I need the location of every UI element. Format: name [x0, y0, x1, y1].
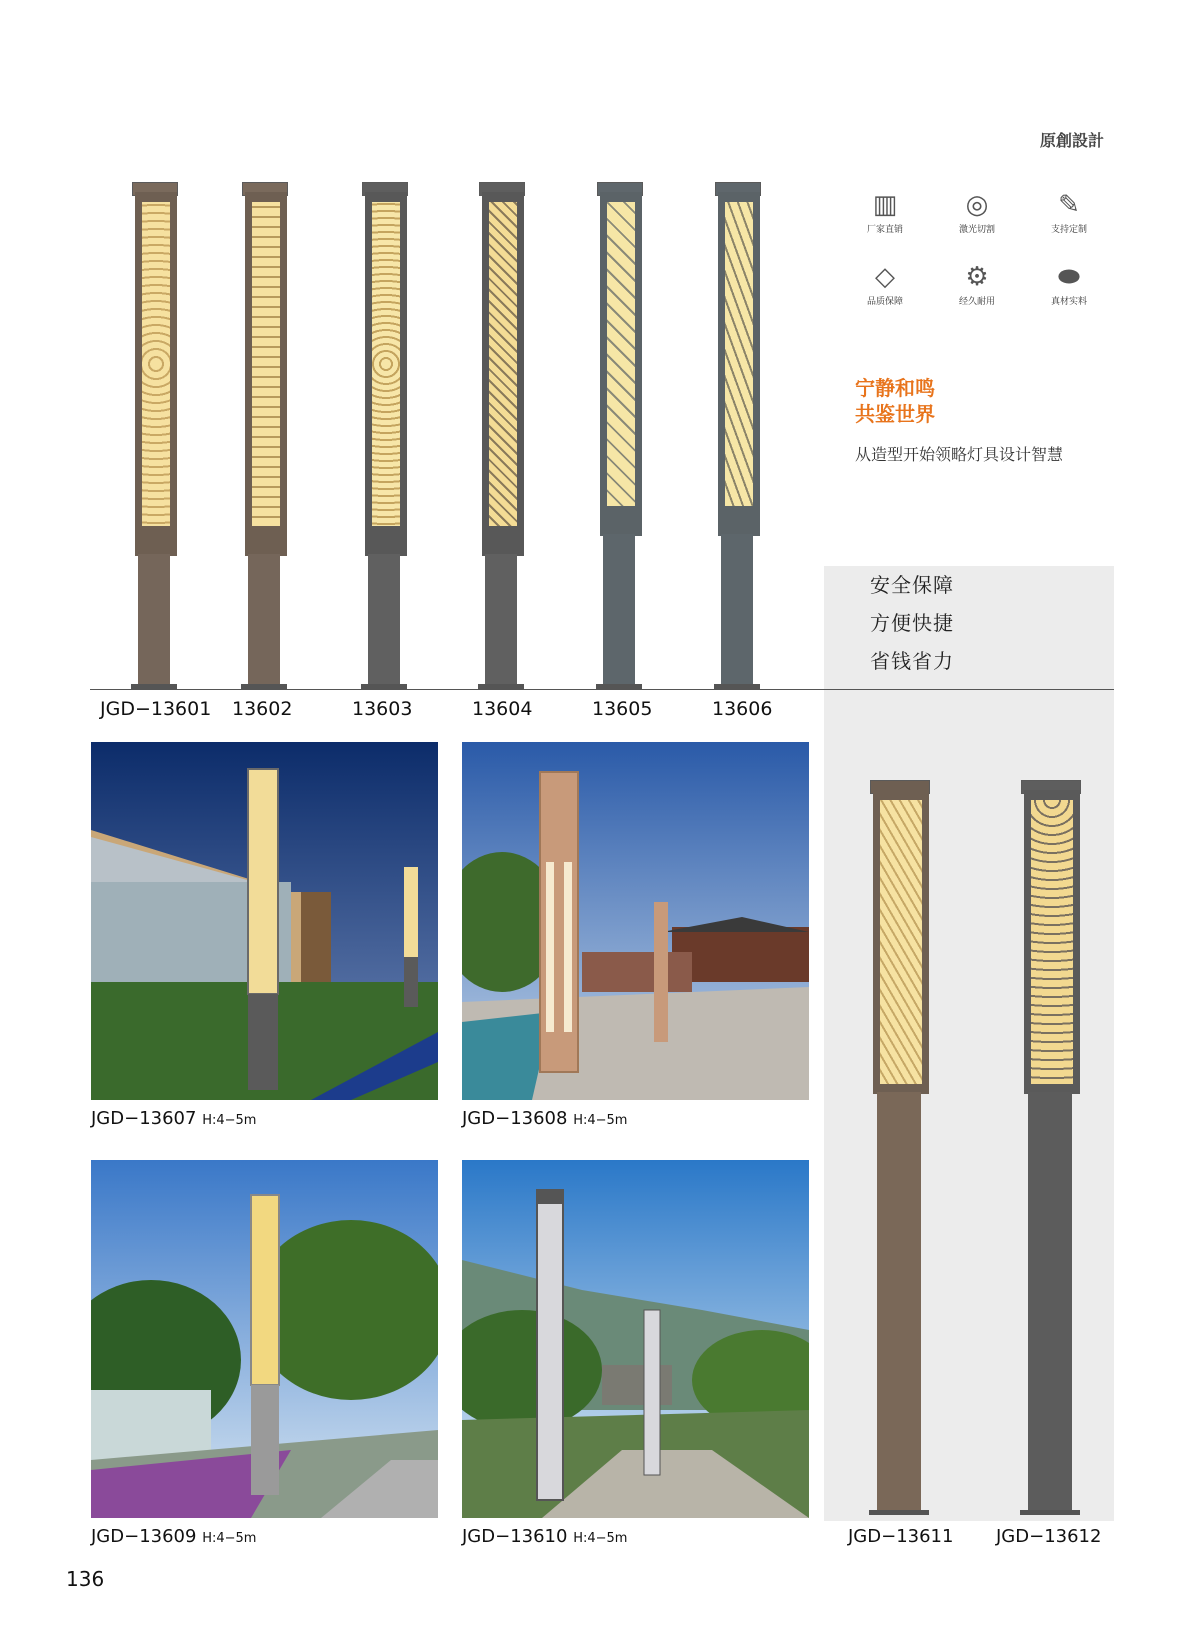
building-icon: ▥: [872, 190, 898, 220]
lamp-pole-13601: [135, 182, 173, 690]
model-label: 13602: [232, 698, 293, 720]
lamp-pole-13612: [1024, 780, 1076, 1520]
feature-icon-quality: ◇ 品质保障: [840, 262, 930, 307]
model-label: JGD−13612: [996, 1526, 1102, 1547]
feature-text: 省钱省力: [870, 649, 954, 673]
feature-icon-custom: ✎ 支持定制: [1024, 190, 1114, 235]
feature-icon-durable: ⚙ 经久耐用: [932, 262, 1022, 307]
feature-icon-laser: ◎ 激光切割: [932, 190, 1022, 235]
lamp-pole-13604: [482, 182, 520, 690]
photo-caption: JGD−13607 H:4−5m: [91, 1108, 257, 1129]
photo-caption: JGD−13608 H:4−5m: [462, 1108, 628, 1129]
lamp-pole-13605: [600, 182, 638, 690]
model-label: JGD−13611: [848, 1526, 954, 1547]
pencil-ruler-icon: ✎: [1058, 190, 1080, 220]
photo-caption: JGD−13610 H:4−5m: [462, 1526, 628, 1547]
diamond-icon: ◇: [875, 262, 895, 292]
lamp-pole-13602: [245, 182, 283, 690]
laser-cut-icon: ◎: [965, 190, 989, 220]
lamp-pole-13603: [365, 182, 403, 690]
promo-headline-1: 宁静和鸣: [855, 376, 935, 400]
section-title: 原創設計: [1040, 131, 1105, 150]
photo-13609: [91, 1160, 438, 1518]
page-number: 136: [66, 1567, 105, 1591]
feature-icon-factory: ▥ 厂家直销: [840, 190, 930, 235]
gear-icon: ⚙: [965, 262, 989, 292]
model-label: 13603: [352, 698, 413, 720]
feature-icon-material: ⬬ 真材实料: [1024, 262, 1114, 307]
photo-13607: [91, 742, 438, 1100]
lamp-pole-13611: [873, 780, 925, 1520]
photo-13610: [462, 1160, 809, 1518]
model-label: 13606: [712, 698, 773, 720]
model-label: 13605: [592, 698, 653, 720]
feature-text: 方便快捷: [870, 611, 954, 635]
photo-caption: JGD−13609 H:4−5m: [91, 1526, 257, 1547]
divider-line: [90, 689, 1114, 690]
photo-13608: [462, 742, 809, 1100]
model-label: JGD−13601: [100, 698, 212, 720]
promo-headline-2: 共鉴世界: [855, 402, 935, 426]
promo-slogan: 从造型开始领略灯具设计智慧: [855, 445, 1064, 464]
bar-icon: ⬬: [1057, 262, 1081, 292]
lamp-pole-13606: [718, 182, 756, 690]
feature-text: 安全保障: [870, 573, 954, 597]
model-label: 13604: [472, 698, 533, 720]
